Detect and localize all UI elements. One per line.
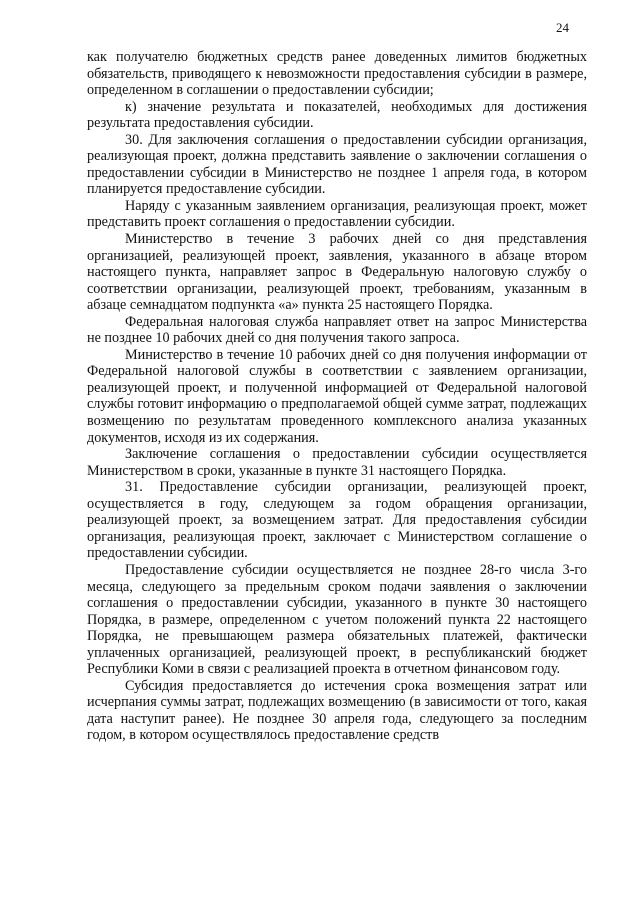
paragraph-30-tax-response: Федеральная налоговая служба направляет ответ на запрос Министерства не позднее 10 рабочих дней со дня получения такого запроса. [87, 313, 587, 347]
paragraph-31: 31. Предоставление субсидии организации, реализующей проект, осуществляется в году, следующем за годом обращения организации, реализующей проект, за возмещением затрат. Для предоставления субсидии организация, реализующая проект, заключает с Министерством соглашение о предоставлении субсидии. [87, 479, 587, 562]
paragraph-31-deadline: Предоставление субсидии осуществляется не позднее 28-го числа 3-го месяца, следующего за предельным сроком подачи заявления о заключении соглашения о предоставлении субсидии, указанного в пункте 30 настоящего Порядка, в размере, определенном с учетом положений пункта 22 настоящего Порядка, не превышающем размера обязательных платежей, фактически уплаченных организацией, реализующей проект, в республиканский бюджет Республики Коми в связи с реализацией проекта в отчетном финансовом году. [87, 561, 587, 678]
body-text [87, 49, 587, 744]
paragraph-30-tax-request: Министерство в течение 3 рабочих дней со дня представления организацией, реализующей проект, заявления, указанного в абзаце втором настоящего пункта, направляет запрос в Федеральную налоговую службу о соответствии организации, реализующей проект, требованиям, указанным в абзаце семнадцатом подпункта «а» пункта 25 настоящего Порядка. [87, 231, 587, 314]
paragraph-30: 30. Для заключения соглашения о предоставлении субсидии организация, реализующая проект, должна представить заявление о заключении соглашения о предоставлении субсидии в Министерство не позднее 1 апреля года, в котором планируется предоставление субсидии. [87, 131, 587, 198]
paragraph-30-draft-agreement: Наряду с указанным заявлением организация, реализующая проект, может представить проект соглашения о предоставлении субсидии. [87, 197, 587, 231]
page-number: 24 [556, 20, 569, 35]
paragraph-30-agreement-terms: Заключение соглашения о предоставлении субсидии осуществляется Министерством в сроки, указанные в пункте 31 настоящего Порядка. [87, 446, 587, 479]
paragraph-31-subsidy-duration: Субсидия предоставляется до истечения срока возмещения затрат или исчерпания суммы затрат, подлежащих возмещению (в зависимости от того, какая дата наступит ранее). Не позднее 30 апреля года, следующего за последним годом, в котором осуществлялось предоставление средств [87, 677, 587, 744]
paragraph-30-cost-analysis: Министерство в течение 10 рабочих дней со дня получения информации от Федеральной налоговой службы в соответствии с заявлением организации, реализующей проект, и полученной информацией от Федеральной налоговой службы готовит информацию о предполагаемой общей сумме затрат, подлежащих возмещению по результатам проведенного комплексного анализа указанных документов, исходя из их содержания. [87, 346, 587, 446]
paragraph-item-k: к) значение результата и показателей, необходимых для достижения результата предоставления субсидии. [87, 98, 587, 132]
paragraph-limits-continuation: как получателю бюджетных средств ранее доведенных лимитов бюджетных обязательств, приводящего к невозможности предоставления субсидии в размере, определенном в соглашении о предоставлении субсидии; [87, 49, 587, 99]
